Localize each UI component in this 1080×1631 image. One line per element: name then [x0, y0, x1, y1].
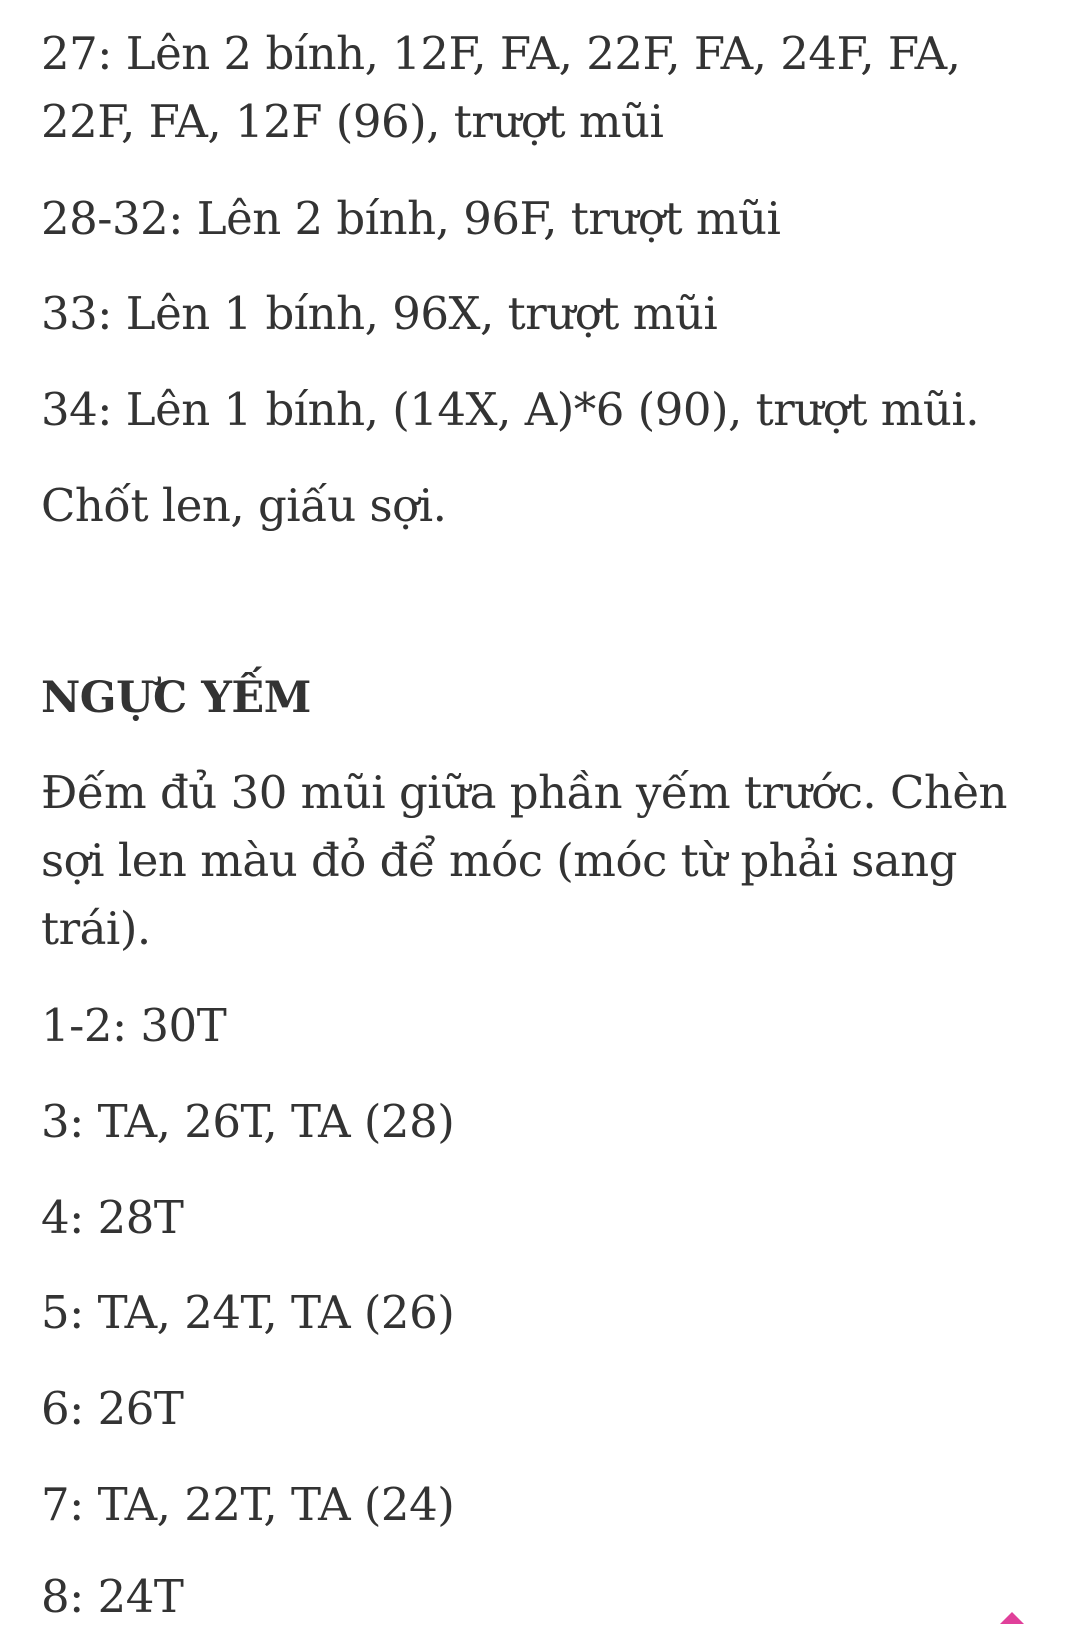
instruction-row: 1-2: 30T — [41, 999, 227, 1052]
instruction-row-33: 33: Lên 1 bính, 96X, trượt mũi — [41, 287, 718, 340]
instruction-row: 6: 26T — [41, 1382, 184, 1435]
finish-note: Chốt len, giấu sợi. — [41, 479, 447, 532]
section-heading: NGỰC YẾM — [41, 673, 311, 723]
instruction-row: 3: TA, 26T, TA (28) — [41, 1095, 455, 1148]
instruction-row-28-32: 28-32: Lên 2 bính, 96F, trượt mũi — [41, 192, 781, 245]
instruction-row: 4: 28T — [41, 1191, 184, 1244]
instruction-row-34: 34: Lên 1 bính, (14X, A)*6 (90), trượt mũi. — [41, 383, 980, 436]
section-intro: Đếm đủ 30 mũi giữa phần yếm trước. Chèn sợi len màu đỏ để móc (móc từ phải sang trái). — [41, 766, 1008, 955]
instruction-row-27: 27: Lên 2 bính, 12F, FA, 22F, FA, 24F, FA, 22F, FA, 12F (96), trượt mũi — [41, 27, 961, 148]
scroll-to-top-icon[interactable] — [1000, 1612, 1024, 1624]
instruction-row: 7: TA, 22T, TA (24) — [41, 1478, 455, 1531]
instruction-row: 8: 24T — [41, 1570, 184, 1623]
instruction-row: 5: TA, 24T, TA (26) — [41, 1286, 455, 1339]
